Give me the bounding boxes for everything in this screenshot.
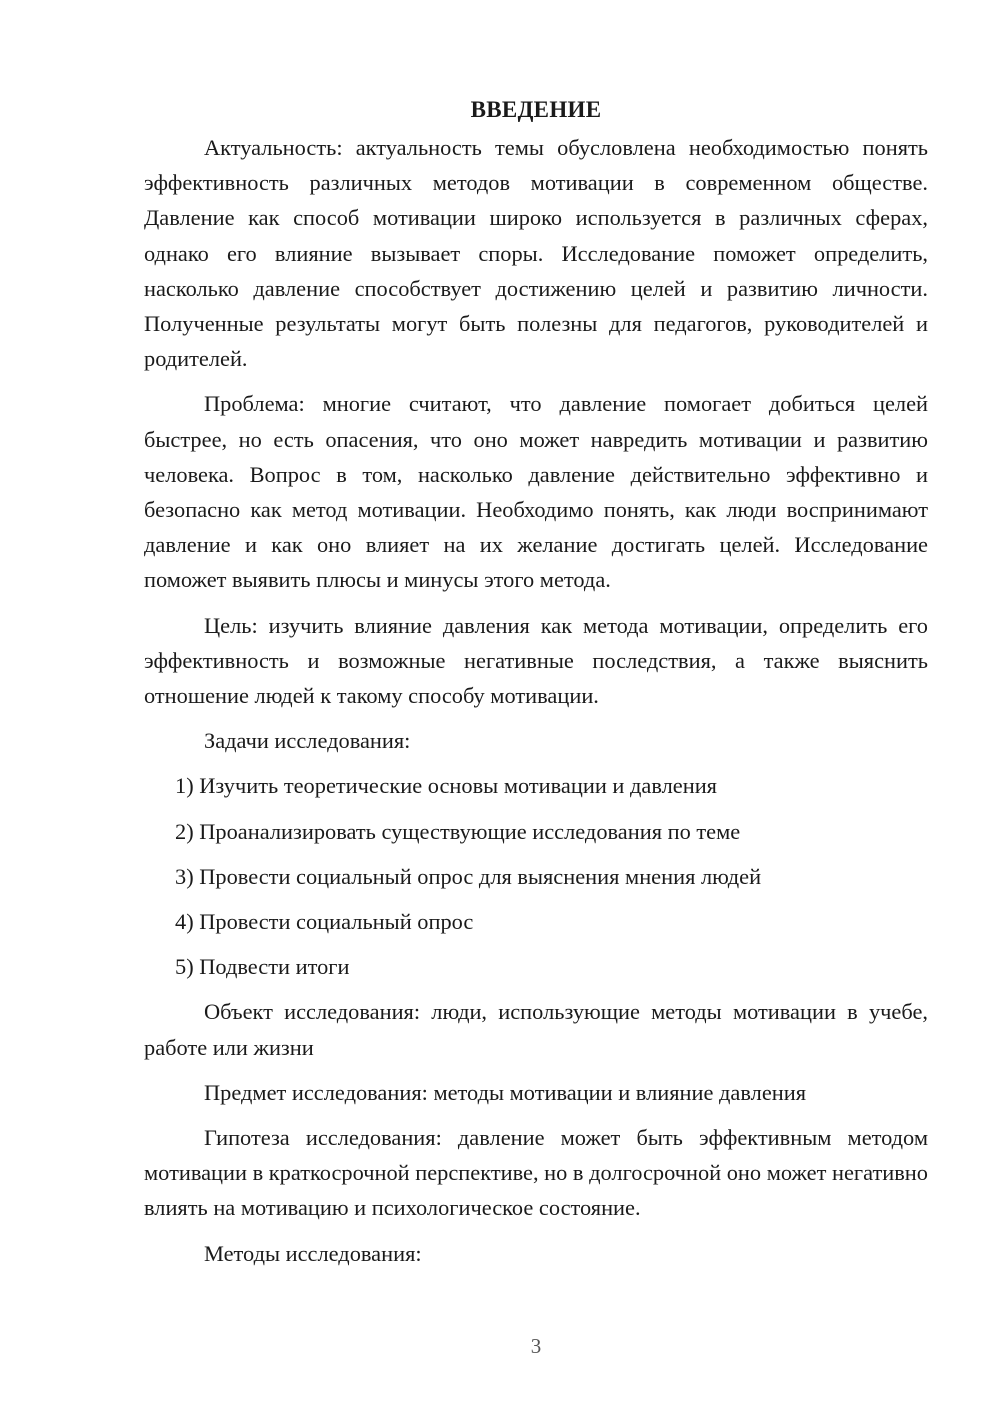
tasks-heading: Задачи исследования:	[204, 728, 411, 754]
page-number: 3	[530, 1334, 542, 1358]
paragraph-relevance: Актуальность: актуальность темы обусловлена необходимостью понять эффективность различных методов мотивации в современном обществе. Давление как способ мотивации широко используется в различных сферах, однако его влияние вызывает споры. Исследование поможет определить, насколько давление способствует достижению целей и развитию личности. Полученные результаты могут быть полезны для педагогов, руководителей и родителей.	[144, 135, 928, 372]
list-item: 2) Проанализировать существующие исследования по теме	[175, 818, 741, 844]
tasks-list	[144, 768, 928, 984]
methods-heading: Методы исследования:	[204, 1240, 422, 1266]
paragraph-subject: Предмет исследования: методы мотивации и влияние давления	[204, 1079, 807, 1105]
list-item: 1) Изучить теоретические основы мотивации и давления	[175, 773, 717, 799]
paragraph-object: Объект исследования: люди, использующие методы мотивации в учебе, работе или жизни	[144, 999, 928, 1060]
list-item: 3) Провести социальный опрос для выяснения мнения людей	[175, 863, 762, 889]
paragraph-problem: Проблема: многие считают, что давление помогает добиться целей быстрее, но есть опасения, что оно может навредить мотивации и развитию человека. Вопрос в том, насколько давление действительно эффективно и безопасно как метод мотивации. Необходимо понять, как люди воспринимают давление и как оно влияет на их желание достигать целей. Исследование поможет выявить плюсы и минусы этого метода.	[144, 391, 928, 593]
paragraph-goal: Цель: изучить влияние давления как метода мотивации, определить его эффективность и возможные негативные последствия, а также выяснить отношение людей к такому способу мотивации.	[144, 612, 928, 709]
list-item: 5) Подвести итоги	[175, 954, 350, 980]
list-item: 4) Провести социальный опрос	[175, 909, 474, 935]
document-page	[144, 92, 928, 1281]
section-title: ВВЕДЕНИЕ	[470, 97, 602, 122]
paragraph-hypothesis: Гипотеза исследования: давление может быть эффективным методом мотивации в краткосрочной перспективе, но в долгосрочной оно может негативно влиять на мотивацию и психологическое состояние.	[144, 1125, 928, 1221]
